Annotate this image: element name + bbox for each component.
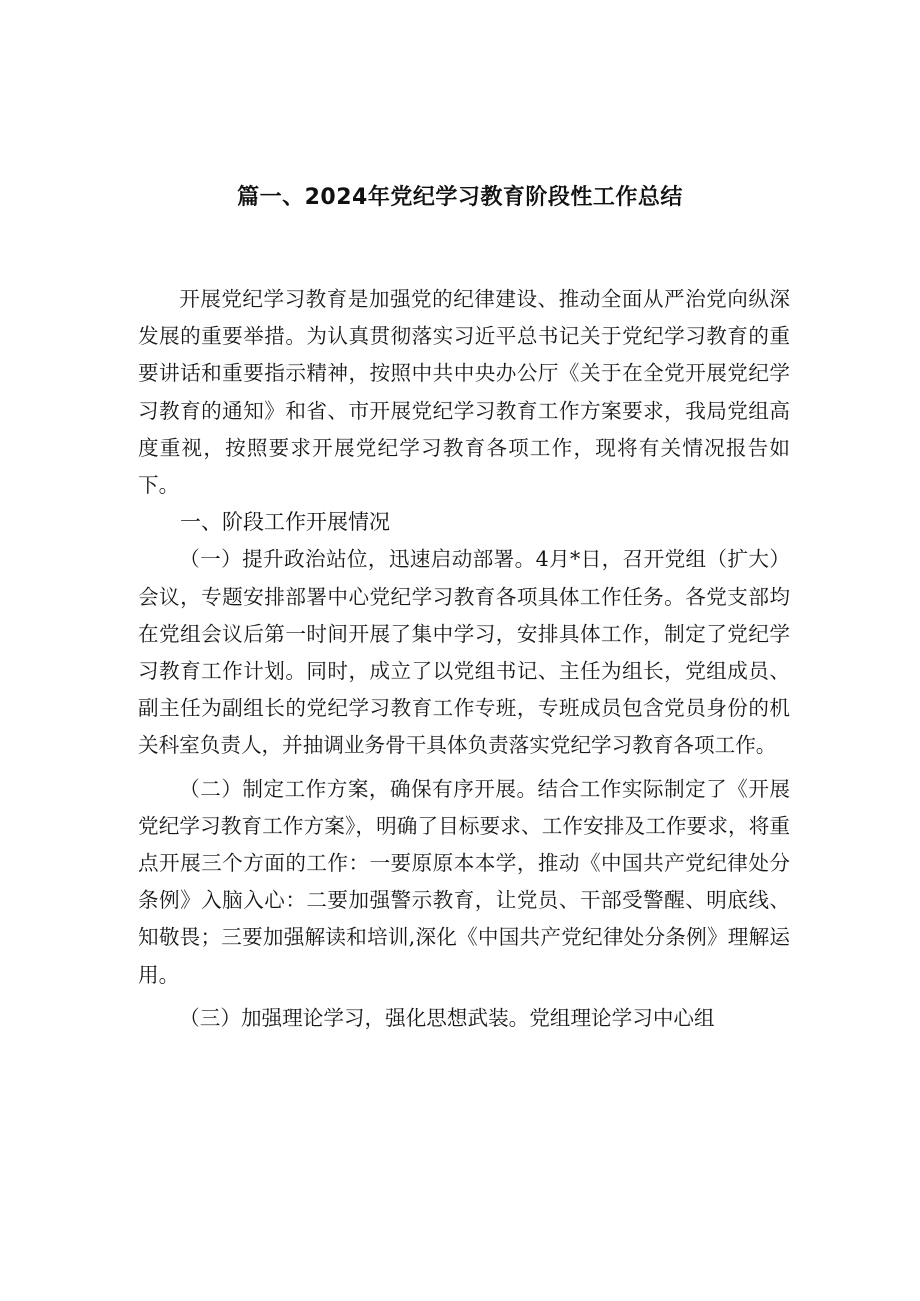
paragraph-2: （二）制定工作方案，确保有序开展。结合工作实际制定了《开展党纪学习教育工作方案》，明确了目标要求、工作安排及工作要求，将重点开展三个方面的工作：一要原原本本学，推动《中国共产党纪律处分条例》入脑入心：二要加强警示教育，让党员、干部受警醒、明底线、知敬畏；三要加强解读和培训,深化《中国共产党纪律处分条例》理解运用。 [138, 776, 790, 987]
paragraph-3: （三）加强理论学习，强化思想武装。党组理论学习中心组 [179, 1005, 715, 1030]
document-body [138, 281, 790, 1037]
intro-paragraph: 开展党纪学习教育是加强党的纪律建设、推动全面从严治党向纵深发展的重要举措。为认真贯彻落实习近平总书记关于党纪学习教育的重要讲话和重要指示精神，按照中共中央办公厅《关于在全党开展党纪学习教育的通知》和省、市开展党纪学习教育工作方案要求，我局党组高度重视，按照要求开展党纪学习教育各项工作，现将有关情况报告如下。 [138, 287, 790, 498]
document-title: 篇一、2024年党纪学习教育阶段性工作总结 [237, 185, 683, 210]
paragraph-1: （一）提升政治站位，迅速启动部署。4月*日，召开党组（扩大）会议，专题安排部署中心党纪学习教育各项具体工作任务。各党支部均在党组会议后第一时间开展了集中学习，安排具体工作，制定了党纪学习教育工作计划。同时，成立了以党组书记、主任为组长，党组成员、副主任为副组长的党纪学习教育工作专班，专班成员包含党员身份的机关科室负责人，并抽调业务骨干具体负责落实党纪学习教育各项工作。 [138, 547, 790, 758]
section-heading: 一、阶段工作开展情况 [180, 510, 390, 535]
